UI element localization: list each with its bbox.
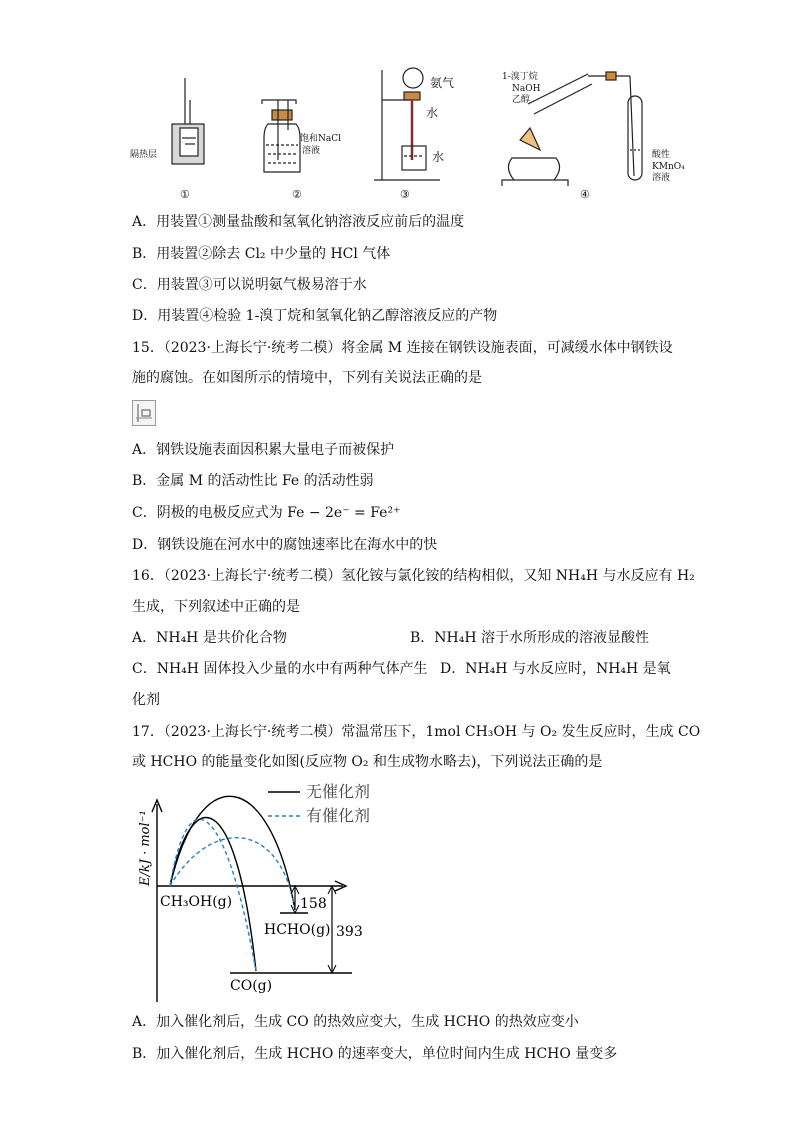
legend-solid-label: 无催化剂 (306, 782, 371, 801)
apparatus-figure (0, 0, 794, 210)
label-acid-1: 酸性 (652, 150, 671, 160)
q16-stem-2: 生成，下列叙述中正确的是 (132, 599, 300, 615)
co-label: CO(g) (230, 978, 273, 994)
energy-diagram (130, 778, 390, 1008)
q15-option-d: D．钢铁设施在河水中的腐蚀速率比在海水中的快 (132, 537, 438, 553)
apparatus-number-4: ④ (580, 188, 590, 201)
reactant-label: CH₃OH(g) (160, 894, 233, 910)
q16-stem-1: 16．（2023·上海长宁·统考二模）氢化铵与氯化铵的结构相似，又知 NH₄H 与水反应有 H₂ (132, 568, 695, 584)
q15-stem-2: 施的腐蚀。在如图所示的情境中，下列有关说法正确的是 (132, 370, 482, 386)
q14-option-c: C．用装置③可以说明氨气极易溶于水 (132, 277, 367, 293)
q15-option-c: C．阴极的电极反应式为 Fe − 2e⁻ = Fe²⁺ (132, 505, 401, 521)
apparatus-number-1: ① (180, 188, 190, 201)
q15-thumbnail-image (132, 400, 156, 426)
q17-stem-1: 17．（2023·上海长宁·统考二模）常温常压下，1mol CH₃OH 与 O₂ 发生反应时，生成 CO (132, 724, 701, 740)
q14-option-d: D．用装置④检验 1-溴丁烷和氢氧化钠乙醇溶液反应的产物 (132, 308, 498, 324)
q16-option-a: A．NH₄H 是共价化合物 (132, 630, 287, 646)
apparatus-number-3: ③ (400, 188, 410, 201)
legend-dashed-label: 有催化剂 (306, 806, 371, 825)
label-acid-2: KMnO₄ (652, 162, 685, 172)
q15-stem-1: 15．（2023·上海长宁·统考二模）将金属 M 连接在钢铁设施表面，可减缓水体中钢铁设 (132, 340, 673, 356)
apparatus-1 (172, 78, 204, 164)
q16-option-d-cont: 化剂 (132, 692, 160, 708)
label-water-bottom: 水 (432, 150, 445, 164)
delta-393-label: 393 (336, 924, 363, 940)
curve-no-catalyst-hcho (170, 796, 295, 910)
q16-option-b: B．NH₄H 溶于水所形成的溶液显酸性 (410, 630, 650, 646)
label-insulation: 隔热层 (130, 150, 158, 160)
delta-158-label: 158 (300, 896, 327, 912)
label-reagent-2: NaOH (512, 84, 541, 94)
q15-option-b: B．金属 M 的活动性比 Fe 的活动性弱 (132, 473, 374, 489)
q17-stem-2: 或 HCHO 的能量变化如图(反应物 O₂ 和生成物水略去)，下列说法正确的是 (132, 754, 603, 770)
label-acid-3: 溶液 (652, 173, 671, 183)
label-satnacl-1: 饱和NaCl (300, 134, 342, 144)
q14-option-b: B．用装置②除去 Cl₂ 中少量的 HCl 气体 (132, 246, 391, 262)
q17-option-b: B．加入催化剂后，生成 HCHO 的速率变大，单位时间内生成 HCHO 量变多 (132, 1046, 618, 1062)
q17-option-a: A．加入催化剂后，生成 CO 的热效应变大，生成 HCHO 的热效应变小 (132, 1014, 579, 1030)
label-reagent-3: 乙醇 (512, 95, 531, 105)
q16-option-c: C．NH₄H 固体投入少量的水中有两种气体产生 (132, 661, 428, 677)
label-water-top: 水 (426, 106, 439, 120)
label-ammonia: 氨气 (430, 76, 455, 90)
apparatus-2 (262, 100, 300, 172)
q14-option-a: A．用装置①测量盐酸和氢氧化钠溶液反应前后的温度 (132, 214, 465, 230)
apparatus-number-2: ② (292, 188, 302, 201)
label-satnacl-2: 溶液 (302, 146, 321, 156)
y-axis-label: E/kJ · mol⁻¹ (138, 810, 153, 886)
hcho-label: HCHO(g) (264, 922, 331, 938)
q15-option-a: A．钢铁设施表面因积累大量电子而被保护 (132, 442, 395, 458)
label-reagent-1: 1-溴丁烷 (502, 72, 538, 82)
q16-option-d: D．NH₄H 与水反应时，NH₄H 是氧 (440, 661, 671, 677)
